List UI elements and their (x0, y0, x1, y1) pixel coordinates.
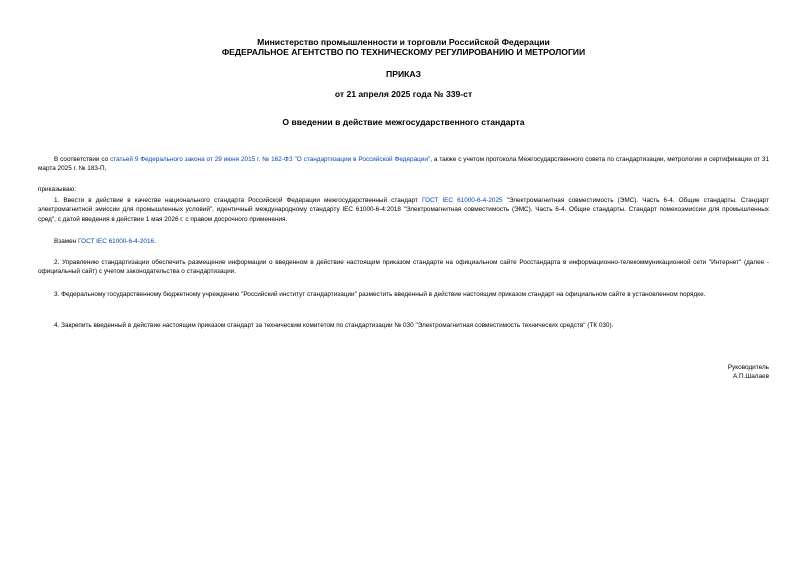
doc-type: ПРИКАЗ (386, 69, 421, 79)
p1-after: , а также с учетом протокола Межгосударственного совета по стандартизации, метрологии и сертификации от 31 марта 2025 г. № 183-П, (38, 156, 769, 173)
order-word: приказываю: (38, 186, 76, 193)
signature-role: Руководитель (727, 364, 769, 371)
p1-before: В соответствии со (54, 156, 111, 163)
ministry-title: Министерство промышленности и торговли Российской Федерации (257, 37, 550, 47)
paragraph-2: 2. Управлению стандартизации обеспечить размещение информации о введенном в действие настоящим приказом стандарте на официальном сайте Росстандарта в информационно-телекоммуникационной сети "Интернет" (далее - официальный сайт) с учетом законодательства о стандартизации. (38, 259, 769, 276)
law-link[interactable]: статьей 9 Федерального закона от 29 июня 2015 г. № 162-ФЗ "О стандартизации в Российской Федерации" (110, 156, 431, 163)
standard-link[interactable]: ГОСТ IEC 61000-6-4-2025 (421, 197, 503, 204)
signature-block (728, 363, 769, 382)
replace-before: Взамен (54, 238, 78, 245)
p2-after: "Электромагнитная совместимость (ЭМС). Часть 6-4. Общие стандарты. Стандарт электромагнитной эмиссии для промышленных условий", идентичный международному стандарту IEC 61000-6-4:2018 "Электромагнитная совместимость (ЭМС). Часть 6-4. Общие стандарты. Стандарт помехоэмиссии для промышленных сред", с датой введения в действие 1 мая 2026 г. с правом досрочного применения. (38, 197, 769, 223)
signature-name: А.П.Шалаев (732, 373, 769, 381)
old-standard-link[interactable]: ГОСТ IEC 61000-6-4-2016 (78, 238, 155, 245)
p2-before: 1. Ввести в действие в качестве национального стандарта Российской Федерации межгосударственный стандарт (54, 197, 422, 204)
paragraph-3: 3. Федеральному государственному бюджетному учреждению "Российский институт стандартизации" разместить введенный в действие настоящим приказом стандарт на официальном сайте в установленном порядке. (54, 291, 706, 298)
replace-after: . (154, 238, 156, 245)
agency-title: ФЕДЕРАЛЬНОЕ АГЕНТСТВО ПО ТЕХНИЧЕСКОМУ РЕГУЛИРОВАНИЮ И МЕТРОЛОГИИ (221, 47, 586, 57)
paragraph-replace (38, 237, 769, 246)
paragraph-basis (38, 155, 769, 174)
subject-title: О введении в действие межгосударственного стандарта (282, 117, 525, 127)
date-number: от 21 апреля 2025 года № 339-ст (334, 89, 473, 99)
paragraph-1 (38, 196, 769, 224)
paragraph-4: 4. Закрепить введенный в действие настоящим приказом стандарт за техническим комитетом по стандартизации № 030 "Электромагнитная совместимость технических средств" (ТК 030). (54, 322, 614, 329)
